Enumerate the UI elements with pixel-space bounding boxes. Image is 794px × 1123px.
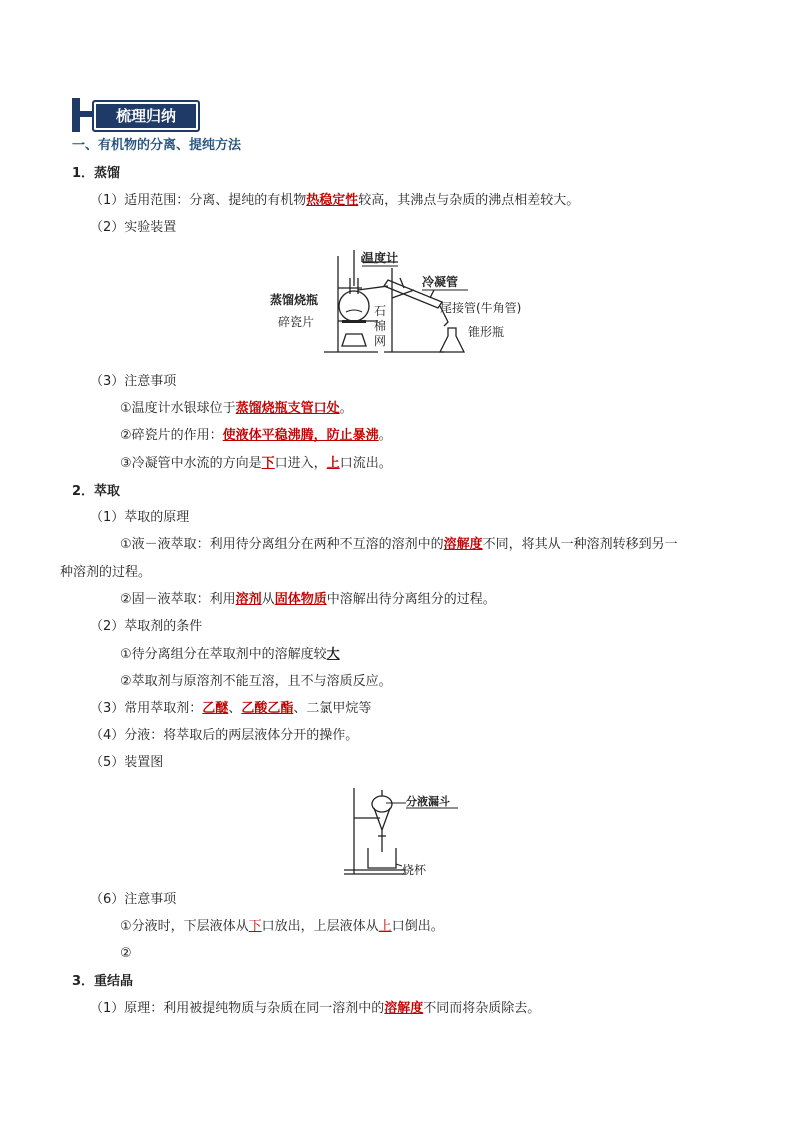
- heading-recryst: 3．重结晶: [72, 974, 134, 989]
- separatory-funnel-figure: [342, 786, 462, 880]
- distillation-figure: [268, 246, 548, 358]
- common-sep: 、: [228, 701, 242, 716]
- label-funnel: 分液漏斗: [406, 795, 450, 808]
- section-banner: [72, 98, 198, 132]
- extract-cond-label: （2）萃取剂的条件: [90, 619, 203, 634]
- recryst-principle: [90, 1000, 540, 1018]
- banner-box: [92, 100, 200, 132]
- note3-p2: 口进入，: [274, 456, 327, 471]
- sl-k2: 固体物质: [274, 592, 327, 607]
- sl-p3: 中溶解出待分离组分的过程。: [326, 592, 496, 607]
- label-flask: 蒸馏烧瓶: [270, 293, 319, 307]
- sl-p1: ②固－液萃取：利用: [120, 592, 236, 607]
- rp-prefix: （1）原理：利用被提纯物质与杂质在同一溶剂中的: [90, 1001, 385, 1016]
- label-gauze-1: 石: [374, 304, 387, 318]
- extract-cond-2: ②萃取剂与原溶剂不能互溶，且不与溶质反应。: [120, 674, 392, 689]
- en1-p1: ①分液时，下层液体从: [120, 919, 249, 934]
- note2-prefix: ②碎瓷片的作用：: [120, 428, 223, 443]
- en1-p3: 口倒出。: [391, 919, 444, 934]
- extract-sl: [120, 591, 496, 609]
- note3-k1: 下: [261, 456, 275, 471]
- distill-device-label: （2）实验装置: [90, 220, 177, 235]
- ll-key: 溶解度: [443, 537, 483, 552]
- label-thermometer: 温度计: [362, 251, 399, 265]
- extract-cond-1: [120, 646, 340, 664]
- banner-bar: [72, 98, 80, 132]
- distill-note-1: [120, 400, 353, 418]
- label-condenser: 冷凝管: [422, 275, 459, 289]
- banner-title: 梳理归纳: [115, 107, 176, 125]
- note3-p3: 口流出。: [339, 456, 392, 471]
- heading-extract: 2．萃取: [72, 484, 121, 499]
- sl-p2: 从: [261, 592, 275, 607]
- label-adapter: 尾接管(牛角管): [440, 301, 522, 315]
- extract-fig-label: （5）装置图: [90, 755, 164, 770]
- note1-suffix: 。: [339, 401, 353, 416]
- cond1-prefix: ①待分离组分在萃取剂中的溶解度较: [120, 647, 327, 662]
- distill-note-3: [120, 455, 392, 473]
- extract-notes-label: （6）注意事项: [90, 892, 177, 907]
- common-k2: 乙酸乙酯: [241, 701, 294, 716]
- note1-prefix: ①温度计水银球位于: [120, 401, 236, 416]
- cond1-key: 大: [326, 647, 340, 662]
- scope-suffix: 较高，其沸点与杂质的沸点相差较大。: [358, 193, 580, 208]
- banner-stub: [80, 111, 92, 117]
- label-gauze-3: 网: [374, 334, 387, 348]
- heading-distill: 1．蒸馏: [72, 166, 121, 181]
- extract-principle-label: （1）萃取的原理: [90, 510, 190, 525]
- extract-note-1: [120, 918, 444, 936]
- scope-key: 热稳定性: [306, 193, 359, 208]
- sl-k1: 溶剂: [235, 592, 262, 607]
- en1-k1: 下: [248, 919, 262, 934]
- note1-key: 蒸馏烧瓶支管口处: [235, 401, 340, 416]
- en1-k2: 上: [378, 919, 392, 934]
- distill-scope: [90, 192, 579, 210]
- scope-prefix: （1）适用范围：分离、提纯的有机物: [90, 193, 307, 208]
- distill-notes-label: （3）注意事项: [90, 374, 177, 389]
- note3-k2: 上: [326, 456, 340, 471]
- label-conical: 锥形瓶: [468, 325, 505, 339]
- distill-note-2: [120, 427, 392, 445]
- note2-key: 使液体平稳沸腾，防止暴沸: [222, 428, 379, 443]
- label-gauze-2: 棉: [374, 319, 387, 333]
- section-title: 一、有机物的分离、提纯方法: [72, 138, 242, 153]
- extract-ll: [120, 536, 678, 554]
- note2-suffix: 。: [378, 428, 392, 443]
- rp-key: 溶解度: [384, 1001, 424, 1016]
- common-prefix: （3）常用萃取剂：: [90, 701, 203, 716]
- en1-p2: 口放出，上层液体从: [261, 919, 379, 934]
- ll-prefix: ①液－液萃取：利用待分离组分在两种不互溶的溶剂中的: [120, 537, 444, 552]
- extract-note-2: ②: [120, 946, 132, 961]
- label-chips: 碎瓷片: [278, 315, 315, 329]
- extract-common: [90, 700, 371, 718]
- ll-suffix: 不同，将其从一种溶剂转移到另一: [482, 537, 678, 552]
- extract-sep: （4）分液：将萃取后的两层液体分开的操作。: [90, 728, 359, 743]
- common-k1: 乙醚: [202, 701, 229, 716]
- common-suffix: 、二氯甲烷等: [293, 701, 372, 716]
- label-beaker: 烧杯: [402, 863, 427, 877]
- extract-ll-cont: 种溶剂的过程。: [60, 565, 152, 580]
- rp-suffix: 不同而将杂质除去。: [423, 1001, 541, 1016]
- note3-p1: ③冷凝管中水流的方向是: [120, 456, 262, 471]
